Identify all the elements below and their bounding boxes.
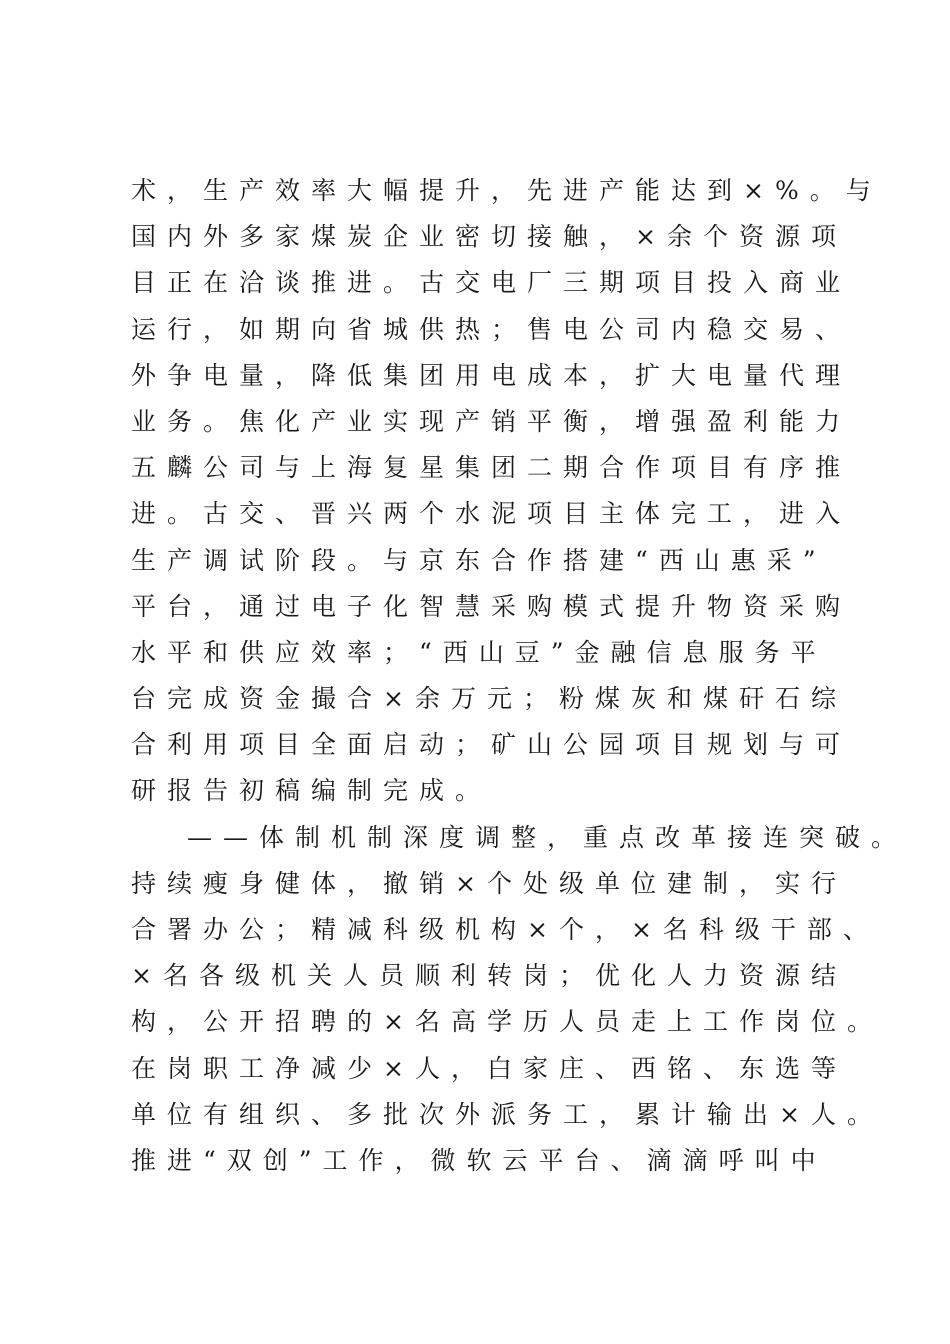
text-line: 推进“双创”工作，微软云平台、滴滴呼叫中	[131, 1145, 827, 1175]
section-heading-line: ——体制机制深度调整，重点改革接连突破。	[187, 822, 908, 852]
text-line: 水平和供应效率；“西山豆”金融信息服务平	[131, 637, 827, 667]
text-line: 外争电量，降低集团用电成本，扩大电量代理	[131, 360, 852, 390]
text-line: 运行，如期向省城供热；售电公司内稳交易、	[131, 314, 852, 344]
text-line: 台完成资金撮合×余万元；粉煤灰和煤矸石综	[131, 684, 847, 714]
text-line: 单位有组织、多批次外派务工，累计输出×人。	[131, 1099, 883, 1129]
text-line: 构，公开招聘的×名高学历人员走上工作岗位。	[131, 1007, 883, 1037]
text-line: 术，生产效率大幅提升，先进产能达到×%。与	[131, 176, 882, 205]
text-line: 合利用项目全面启动；矿山公园项目规划与可	[131, 730, 852, 760]
text-line: 业务。焦化产业实现产销平衡，增强盈利能力	[131, 406, 852, 436]
text-line: 生产调试阶段。与京东合作搭建“西山惠采”	[131, 545, 827, 575]
text-line: 五麟公司与上海复星集团二期合作项目有序推	[131, 453, 852, 483]
body-text	[131, 168, 908, 1184]
text-line: 进。古交、晋兴两个水泥项目主体完工，进入	[131, 499, 852, 529]
text-line: 目正在洽谈推进。古交电厂三期项目投入商业	[131, 268, 852, 298]
text-line: 合署办公；精减科级机构×个，×名科级干部、	[131, 915, 879, 944]
text-line: 平台，通过电子化智慧采购模式提升物资采购	[131, 591, 852, 621]
text-line: 国内外多家煤炭企业密切接触，×余个资源项	[131, 222, 847, 252]
text-line: 在岗职工净减少×人，白家庄、西铭、东选等	[131, 1053, 847, 1083]
text-line: ×名各级机关人员顺利转岗；优化人力资源结	[131, 961, 847, 991]
text-line: 持续瘦身健体，撤销×个处级单位建制，实行	[131, 868, 847, 898]
text-line: 研报告初稿编制完成。	[131, 776, 492, 806]
